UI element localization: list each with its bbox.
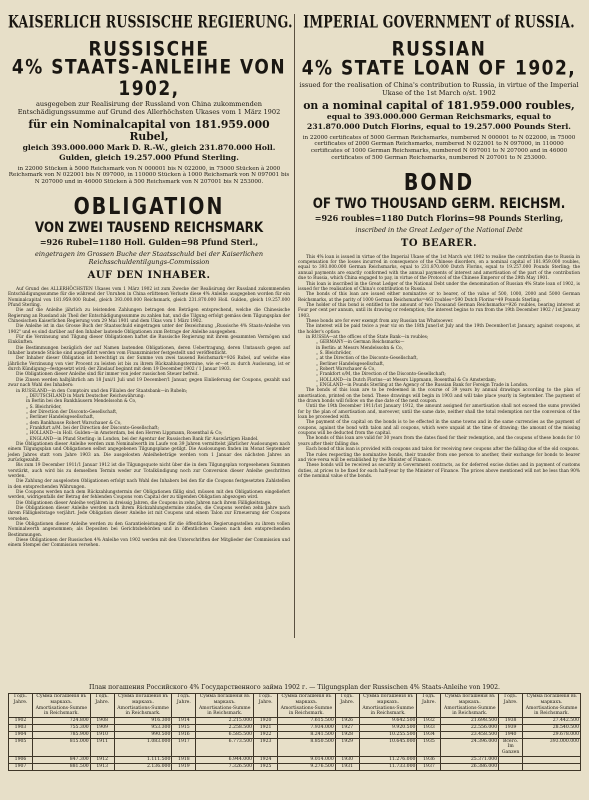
amount-cell: 9.276.500 bbox=[278, 763, 336, 770]
year-cell: Всего. Im Ganzen bbox=[499, 738, 523, 756]
year-cell bbox=[499, 756, 523, 763]
year-cell: 1935 bbox=[417, 738, 441, 756]
terms-paragraph: Die Zinsen werden halbjährlich am 18 Juni/1 Juli und 19 December/1 Januar, gegen Einlieferung der Coupons, gezahlt und zwar nach Wahl des Inhabers: bbox=[8, 377, 290, 389]
terms-paragraph: Die Bestimmungen bezüglich der auf Namen lautenden Obligationen, deren Uebertragung, deren Umtausch gegen auf Inhaber lautende Stücke sind ausgeführt werden vom Finanzminister festgestellt und veröffentlicht. bbox=[8, 345, 290, 357]
header-year: Годъ. Jahre. bbox=[172, 694, 196, 718]
terms-paragraph: Die Obligationen dieser Anleihe werden zu den Garantieleistungen für die öffentlichen Regierungsstellen zu ihrem vollen Nominalwerth angenommen; als Depositen bei Gerichtsbehörden und in öffentlichen Cassen nach den entsprechenden Bestimmungen. bbox=[8, 522, 290, 538]
terms-paragraph: „ GERMANY—in German Reichsmarks— bbox=[316, 340, 405, 346]
year-cell: 1931 bbox=[335, 763, 359, 770]
year-cell: 1926 bbox=[335, 718, 359, 725]
loan-subtitle-en: issued for the realisation of China's contribution to Russia, in virtue of the Imperial Ukase of the 1st March o/st. 1902 bbox=[299, 81, 579, 98]
bond-title-en: BOND bbox=[403, 169, 475, 196]
amount-cell: 7.615.500 bbox=[278, 718, 336, 725]
year-cell: 1927 bbox=[335, 724, 359, 731]
amount-cell: 23.458.500 bbox=[441, 731, 499, 738]
amount-cell: 7.934.000 bbox=[278, 724, 336, 731]
amount-cell: 6.585.500 bbox=[196, 731, 254, 738]
nominal-capital-de: für ein Nominalcapital von 181.959.000 Rubel, bbox=[28, 118, 270, 144]
amount-cell: 1.083.000 bbox=[114, 738, 172, 756]
terms-text-en bbox=[298, 255, 580, 479]
terms-paragraph: in RUSSLAND—in den Comptoirs und den Filialen der Staatsbank—in Rubeln; bbox=[16, 388, 188, 394]
denomination-equivalents-de: =926 Rubel=1180 Holl. Gulden=98 Pfund Sterl., bbox=[39, 236, 259, 247]
amount-cell: 21.698.500 bbox=[441, 718, 499, 725]
nominal-capital-en: on a nominal capital of 181.959.000 roubles, bbox=[303, 99, 575, 113]
terms-paragraph: These bonds are for ever exempt from any Russian tax Whatsoever. bbox=[306, 318, 454, 324]
terms-paragraph: Die Obligationen dieser Anleihe werden nach ihrem Rückzahlungstermine zinslos, die Coupons werden zehn Jahre nach ihrem Fälligkeitstage verjährt. Jede Obligation dieser Anleihe ist mit Coupons und einem Talon zur Erneuerung der Coupons versehen. bbox=[8, 506, 290, 522]
amount-cell: 25.371.000 bbox=[441, 756, 499, 763]
table-header-row bbox=[9, 694, 581, 718]
amount-cell bbox=[523, 763, 581, 770]
terms-paragraph: Die Obligationen dieser Anleihe verjähren in dreissig Jahren, die Coupons in zehn Jahren nach ihrem Fälligkeitstage. bbox=[16, 500, 272, 506]
denomination-equivalents-en: =926 roubles=1180 Dutch Florins=98 Pounds Sterling, bbox=[314, 212, 564, 223]
year-cell: 1937 bbox=[417, 763, 441, 770]
bond-title-de: OBLIGATION bbox=[73, 193, 225, 221]
registration-note-de: eingetragen im Grossen Buche der Staatsschuld bei der Kaiserlichen Reichsschuldentilgungs-Commission bbox=[34, 249, 264, 266]
amount-cell: 7.326.500 bbox=[196, 763, 254, 770]
table-row bbox=[9, 724, 581, 731]
german-column bbox=[8, 11, 293, 549]
terms-paragraph: „ Frankfurt a/M. bei der Direction der Disconto-Gesellschaft; bbox=[26, 425, 160, 431]
year-cell: 1907 bbox=[9, 763, 33, 770]
terms-paragraph: Until the 19th December 1911/1st January 1912, the amount assigned for amortisation shall not exceed the sums provided for by the plan of amortisation and, moreover, until the same date, neither shall the total redemption nor the conversion of the loan be proceeded with. bbox=[298, 404, 580, 421]
terms-paragraph: „ DEUTSCHLAND in Mark Deutscher Reichswährung: bbox=[26, 393, 145, 399]
year-cell: 1918 bbox=[172, 756, 196, 763]
amount-cell: 11.733.000 bbox=[359, 763, 417, 770]
year-cell: 1924 bbox=[254, 756, 278, 763]
terms-paragraph: Bis zum 19 December 1911/1 Januar 1912 ist die Tilgungsquote nicht über die in dem Tilgungsplan vorgesehenen Summen verstärkt, auch wird bis zu demselben Termin weder zur Totalkündigung noch zur Conversion dieser Anleihe geschritten werden. bbox=[8, 463, 290, 480]
year-cell: 1912 bbox=[90, 756, 114, 763]
terms-paragraph: The bonds of this loan are valid for 30 years from the dates fixed for their redemption, and the coupons of these bonds for 10 years after their falling due. bbox=[298, 436, 580, 447]
amount-cell: 881.500 bbox=[33, 763, 91, 770]
amount-cell: 916.300 bbox=[114, 718, 172, 725]
terms-paragraph: „ ENGLAND—in Pounds Sterling at the Agency of the Russian Bank for Foreign Trade in London. bbox=[316, 383, 529, 389]
year-cell: 1909 bbox=[90, 724, 114, 731]
amount-cell: 9.642.500 bbox=[359, 718, 417, 725]
amount-cell: 785.900 bbox=[33, 731, 91, 738]
amount-cell: 8.241.500 bbox=[278, 731, 336, 738]
header-year: Годъ. Jahre. bbox=[9, 694, 33, 718]
header-year: Годъ. Jahre. bbox=[417, 694, 441, 718]
loan-subtitle-de: ausgegeben zur Realisirung der Russland von China zukommenden Entschädigungssumme auf Grund des Allerhöchsten Ukases vom 1 März 1902 bbox=[17, 100, 281, 117]
amount-cell: 29.678.000 bbox=[523, 731, 581, 738]
amount-cell: 953.300 bbox=[114, 724, 172, 731]
header-year: Годъ. Jahre. bbox=[254, 694, 278, 718]
year-cell: 1911 bbox=[90, 738, 114, 756]
year-cell: 1936 bbox=[417, 756, 441, 763]
terms-paragraph: „ Robert Warschauer & Co, bbox=[316, 367, 376, 372]
header-year: Годъ. Jahre. bbox=[335, 694, 359, 718]
amount-cell: 847.300 bbox=[33, 756, 91, 763]
table-row bbox=[9, 731, 581, 738]
year-cell: 1925 bbox=[254, 763, 278, 770]
equivalents-line2-en: 231.870.000 Dutch Florins, equal to 19.257.000 Pounds Sterl. bbox=[307, 122, 571, 131]
amount-cell: 10.255.500 bbox=[359, 731, 417, 738]
amount-cell: 22.556.000 bbox=[441, 724, 499, 731]
amount-cell: 24.396.000 bbox=[441, 738, 499, 756]
pieces-breakdown-de: in 22000 Stücken à 5000 Reichsmark von N 000001 bis N 022000, in 75000 Stücken à 2000 Reichsmark von N 022001 bis N 097000, in 110000 Stücken à 1000 Reichsmark von N 097001 bis N 207000 und in 46000 Stücken à 500 Reichsmark von N 207001 bis N 253000. bbox=[8, 165, 290, 186]
loan-name-line2-en: 4% STATE LOAN OF 1902, bbox=[301, 57, 577, 81]
terms-paragraph: The holder of this bond is entitled to the amount of two Thousand German Reichsmarks=926 roubles, bearing interest at Four per cent per annum, until its drawing or redemption; the interest begins to run from the 19th December 1902 / 1st January 1903. bbox=[298, 302, 580, 319]
terms-paragraph: Die auf die Anleihe jährlich zu leistenden Zahlungen betragen den Beträgen entsprechend, welche die Chinesische Regierung an Russland als Theil der Entschädigungssumme zu zahlen hat, und die Tilgung erfolgt gemäss dem Tilgungsplan der Chinesischen Kaiserlichen Regierung vom 29 Mai 1901 und dem Ukas vom 1 März 1902. bbox=[8, 308, 290, 325]
year-cell: 1939 bbox=[499, 724, 523, 731]
terms-paragraph: The rules respecting the nominative bonds, their transfer from one person to another, their exchange for bonds to bearer and vice-versa will be established by the Minister of Finance. bbox=[298, 452, 580, 463]
year-cell: 1930 bbox=[335, 756, 359, 763]
year-cell: 1902 bbox=[9, 718, 33, 725]
header-amount: Сумма погашенія въ маркахъ. Amortisations-Summe in Reichsmark. bbox=[523, 694, 581, 718]
amount-cell: 2.258.500 bbox=[196, 724, 254, 731]
amount-cell: 815.000 bbox=[33, 738, 91, 756]
equivalents-line1-de: gleich 393.000.000 Mark D. R.-W., gleich 231.870.000 Holl. bbox=[22, 143, 276, 153]
terms-paragraph: „ at the Direction of the Disconto-Gesellschaft, bbox=[316, 356, 418, 362]
amount-cell: 755.300 bbox=[33, 724, 91, 731]
header-year: Годъ. Jahre. bbox=[499, 694, 523, 718]
amount-cell: 11.276.000 bbox=[359, 756, 417, 763]
amount-cell: 6.944.000 bbox=[196, 756, 254, 763]
header-amount: Сумма погашенія въ маркахъ. Amortisations-Summe in Reichsmark. bbox=[114, 694, 172, 718]
year-cell: 1914 bbox=[172, 718, 196, 725]
pieces-breakdown-en: in 22000 certificates of 5000 German Reichsmarks, numbered N 000001 to N 022000, in 75000 certificates of 2000 German Reichsmarks, numbered N 022001 to N 097000, in 110000 certificates of 1000 German Reichsmarks, numbered N 097001 to N 207000 and in 46000 certificates of 500 German Reichsmarks, numbered N 207001 to N 253000. bbox=[302, 134, 576, 161]
denomination-de: VON ZWEI TAUSEND REICHSMARK bbox=[34, 218, 264, 236]
amount-cell: 393.000.000 bbox=[523, 738, 581, 756]
table-row bbox=[9, 756, 581, 763]
terms-paragraph: The interest will be paid twice a year viz on the 18th June/1st July and the 19th December/1st January, against coupons, at the holder's option: bbox=[298, 324, 580, 335]
terms-paragraph: in Berlin bei den Bankhäusern Mendelssohn & Co, bbox=[26, 399, 137, 405]
amount-cell: 27.442.500 bbox=[523, 718, 581, 725]
amount-cell: 8.850.500 bbox=[278, 738, 336, 756]
terms-paragraph: „ Berliner Handelsgesellschaft, bbox=[26, 415, 95, 421]
loan-name-line1-en: RUSSIAN bbox=[391, 38, 487, 62]
terms-paragraph: Die Obligationen dieser Anleihe sind für immer von jeder russischen Steuer befreit. bbox=[16, 372, 199, 378]
year-cell: 1908 bbox=[90, 718, 114, 725]
english-column bbox=[298, 11, 580, 479]
amount-cell: 9.920.500 bbox=[359, 724, 417, 731]
terms-paragraph: „ dem Bankhause Robert Warschauer & Co, bbox=[26, 420, 122, 426]
year-cell: 1928 bbox=[335, 731, 359, 738]
amount-cell bbox=[523, 756, 581, 763]
terms-paragraph: „ S. Bleichröder, bbox=[316, 350, 352, 356]
year-cell: 1919 bbox=[172, 763, 196, 770]
equivalents-line1-en: equal to 393.000.000 German Reichsmarks, equal to bbox=[326, 112, 552, 122]
amount-cell: 10.645.000 bbox=[359, 738, 417, 756]
amount-cell: 26.386.000 bbox=[441, 763, 499, 770]
government-title-en: IMPERIAL GOVERNMENT of RUSSIA. bbox=[303, 11, 575, 32]
bearer-heading-de: AUF DEN INHABER. bbox=[87, 269, 211, 281]
registration-note-en: inscribed in the Great Ledger of the National Debt bbox=[355, 225, 523, 234]
terms-paragraph: These bonds will be received as security in Government contracts, as for deferred excise duties and in payment of customs duties, at prices to be fixed for each half-year by the Minister of Finance. The prices above mentioned will not be less than 90% of the nominal value of the bonds. bbox=[298, 463, 580, 479]
terms-paragraph: „ S. Bleichröder, bbox=[26, 404, 62, 410]
amount-cell: 1.111.500 bbox=[114, 756, 172, 763]
amount-cell: 2.136.000 bbox=[114, 763, 172, 770]
terms-paragraph: „ Berliner Handelsgesellschaft, bbox=[316, 361, 385, 367]
year-cell bbox=[499, 763, 523, 770]
amortisation-table-title: План погашения Российского 4% Государственного займа 1902 г. — Tilgungsplan der Russischen 4% Staats-Anleihe von 1902. bbox=[89, 684, 500, 691]
denomination-en: OF TWO THOUSAND GERM. REICHSM. bbox=[312, 194, 566, 212]
year-cell: 1932 bbox=[417, 718, 441, 725]
year-cell: 1929 bbox=[335, 738, 359, 756]
year-cell: 1921 bbox=[254, 724, 278, 731]
terms-paragraph: in Berlin: at Messrs Mendelssohn & Co, bbox=[316, 345, 403, 351]
bearer-heading-en: TO BEARER. bbox=[400, 237, 478, 249]
terms-paragraph: „ Frankfort o/M, the Direction of the Disconto-Gesellschaft; bbox=[316, 372, 446, 378]
terms-paragraph: „ HOLLAND—in Dutch Florins—at Messrs Lippmann, Rosenthal & Co Amsterdam; bbox=[316, 377, 497, 383]
amortisation-table-section bbox=[8, 684, 581, 771]
year-cell: 1920 bbox=[254, 718, 278, 725]
terms-paragraph: in RUSSIA—at the offices of the State Bank—in roubles; bbox=[306, 334, 429, 340]
year-cell: 1933 bbox=[417, 724, 441, 731]
terms-paragraph: Die Coupons werden nach dem Rückzahlungstermin der Obligationen fällig sind, müssen mit den Obligationen eingeliefert werden, widrigenfalls der Betrag der fehlenden Coupons vom Capital der zu tilgenden Obligation abgezogen wird. bbox=[8, 490, 290, 501]
terms-paragraph: Der Inhaber dieser Obligation ist berechtigt zu der Summe von zwei tausend Reichsmark=926 Rubel, auf welche eine jährliche Verzinsung von vier Procent zu leisten ist bis zu ihrem Rückzahlungstermine, wie er—et zu durch Auslosung, ist er durch Kündigung—festgesetzt wird; der Zinslauf beginnt mit dem 19 December 1902 / 1 Januar 1903. bbox=[8, 356, 290, 373]
loan-name-line2-de: 4% STAATS-ANLEIHE VON 1902, bbox=[11, 56, 287, 101]
equivalents-line2-de: Gulden, gleich 19.257.000 Pfund Sterling. bbox=[59, 153, 239, 162]
year-cell: 1922 bbox=[254, 731, 278, 738]
header-amount: Сумма погашенія въ маркахъ. Amortisations-Summe in Reichsmark. bbox=[359, 694, 417, 718]
year-cell: 1903 bbox=[9, 724, 33, 731]
terms-paragraph: Die Obligationen dieser Anleihe werden zum Nominalwerth im Laufe von 39 Jahren vermittelst jährlicher Auslosungen nach einem Tilgungsplan und Obligationen selbst angegebenen Tilgungsplane getilgt. Die Auslosungen finden im Monat September jeden Jahres statt vom Jahre 1903 an. Die ausgelosten Anleihebeträge werden vom 1 Januar des nächsten Jahres an zurückgezahlt. bbox=[8, 441, 290, 463]
year-cell: 1923 bbox=[254, 738, 278, 756]
terms-paragraph: Die Zahlung der ausgelosten Obligationen erfolgt nach Wahl des Inhabers bei den für die Coupons festgesetzten Zahlstellen in den entsprechenden Währungen. bbox=[8, 479, 290, 490]
year-cell: 1938 bbox=[499, 718, 523, 725]
year-cell: 1934 bbox=[417, 731, 441, 738]
government-title-de: KAISERLICH RUSSISCHE REGIERUNG. bbox=[8, 11, 293, 32]
amount-cell: 724.800 bbox=[33, 718, 91, 725]
amortisation-table bbox=[8, 693, 581, 771]
terms-paragraph: This 4% loan is issued in virtue of the Imperial Ukase of the 1st March o/st 1902 to realise the contribution due to Russia in compensation for the losses incurred in consequence of the Chinese disorders, on a nominal capital of 181.959.000 roubles, equal to 393.000.000 German Reichsmarks, equal to 231.870.000 Dutch Florins, equal to 19.257.000 Pounds Sterling; the annual payments are exactly conformed with the annual payments of interest and amortisation of the part of the contribution due to Russia, which China engaged to pay, in virtue of the Protocol of the Chinese Emperor of the 29th May 1901. bbox=[298, 254, 580, 282]
terms-paragraph: Auf Grund des ALLERHÖCHSTEN Ukases vom 1 März 1902 ist zum Zwecke der Realisirung der Russland zukommenden Entschädigungssumme für die während der Unruhen in China erlittenen Verluste diese 4% Anleihe ausgegeben worden für ein Nominalcapital von 181.959.000 Rubel, gleich 393.000.000 Reichsmark, gleich 231.870.000 Holl. Gulden, gleich 19.257.000 Pfund Sterling. bbox=[8, 286, 290, 309]
terms-paragraph: Each bond of this loan is provided with coupons and talon for receiving new coupons after the falling due of the old coupons. bbox=[306, 447, 580, 453]
table-row bbox=[9, 718, 581, 725]
year-cell: 1906 bbox=[9, 756, 33, 763]
amount-cell: 990.500 bbox=[114, 731, 172, 738]
header-amount: Сумма погашенія въ маркахъ. Amortisations-Summe in Reichsmark. bbox=[278, 694, 336, 718]
amount-cell: 6.773.500 bbox=[196, 738, 254, 756]
amount-cell: 9.014.000 bbox=[278, 756, 336, 763]
terms-paragraph: The bonds of this loan are to be redeemed in the course of 39 years by annual drawings according to the plan of amortisation, printed on the bond. These drawings will begin in 1903 and will take place yearly in September. The payment of the drawn bonds will follow on the due date of the next coupon. bbox=[298, 388, 580, 405]
year-cell: 1915 bbox=[172, 724, 196, 731]
terms-text-de bbox=[8, 287, 290, 549]
amount-cell: 2.215.000 bbox=[196, 718, 254, 725]
terms-paragraph: The payment of the capital on the bonds is to be effected in the same towns and in the same currencies as the payment of coupons, against the bond with talon and all coupons, which were unpaid at the time of drawing; the amount of the missing coupons will be deducted from the capital. bbox=[298, 420, 580, 437]
terms-paragraph: Für die Verzinsung und Tilgung dieser Obligationen haftet die Russische Regierung mit ihrem gesammten Vermögen und Einkünften. bbox=[8, 335, 290, 346]
year-cell: 1910 bbox=[90, 731, 114, 738]
terms-paragraph: Die Anleihe ist in das Grosse Buch der Staatsschuld eingetragen unter der Bezeichnung „Russische 4% Staats-Anleihe von 1902" und es sind darüber auf den Inhaber lautende Obligationen zum Betrage der Anleihe ausgegeben. bbox=[8, 324, 290, 335]
header-amount: Сумма погашенія въ маркахъ. Amortisations-Summe in Reichsmark. bbox=[196, 694, 254, 718]
year-cell: 1916 bbox=[172, 731, 196, 738]
terms-paragraph: This loan is inscribed in the Great Ledger of the National Debt under the denomination of Russian 4% State loan of 1902, is issued for the realisation of China's contribution to Russia. bbox=[298, 281, 580, 292]
amount-cell: 28.540.500 bbox=[523, 724, 581, 731]
loan-name-line1-de: RUSSISCHE bbox=[88, 38, 210, 62]
terms-paragraph: Diese Obligationen der Russischen 4% Anleihe von 1902 werden mit den Unterschriften der Mitglieder der Commission und einem Stempel der Commission versehen. bbox=[8, 538, 290, 549]
terms-paragraph: „ ENGLAND—in Pfund Sterling: in London, bei der Agentur der Russischen Bank für Auswärtigen Handel. bbox=[26, 436, 259, 442]
header-amount: Сумма погашенія въ маркахъ. Amortisations-Summe in Reichsmark. bbox=[441, 694, 499, 718]
year-cell: 1917 bbox=[172, 738, 196, 756]
year-cell: 1904 bbox=[9, 731, 33, 738]
year-cell: 1913 bbox=[90, 763, 114, 770]
terms-paragraph: „ HOLLAND—in Holl. Gulden—in Amsterdam, bei den Herren Lippmann, Rosenthal & Co; bbox=[26, 431, 223, 437]
header-year: Годъ. Jahre. bbox=[90, 694, 114, 718]
table-row bbox=[9, 763, 581, 770]
year-cell: 1905 bbox=[9, 738, 33, 756]
header-amount: Сумма погашенія въ маркахъ. Amortisations-Summe in Reichsmark. bbox=[33, 694, 91, 718]
terms-paragraph: The bonds of this loan are issued either nominative or to bearer, of the value of 500, 1000, 2000 and 5000 German Reichsmarks, at the parity of 1000 German Reichsmarks=463 roubles=590 Dutch Florins=49 Pounds Sterling. bbox=[298, 292, 580, 303]
table-row bbox=[9, 738, 581, 756]
column-divider bbox=[294, 14, 295, 638]
terms-paragraph: „ der Direction der Disconto-Gesellschaft, bbox=[26, 409, 118, 415]
year-cell: 1940 bbox=[499, 731, 523, 738]
